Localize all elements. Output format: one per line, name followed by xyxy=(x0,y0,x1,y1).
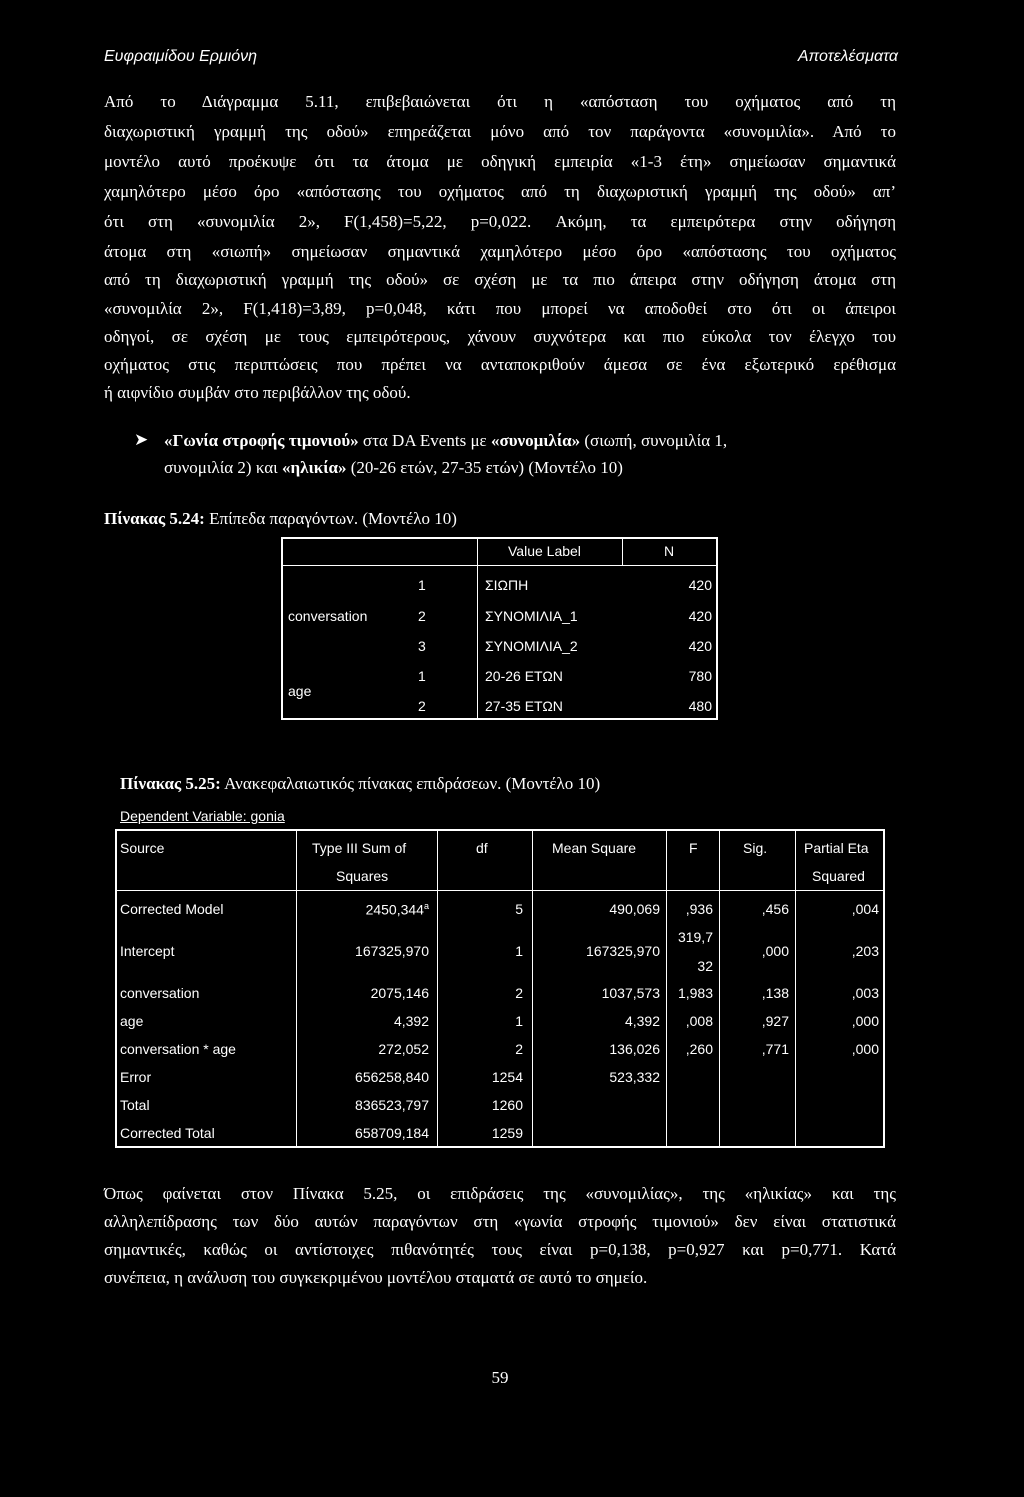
table1-value-label: ΣΙΩΠΗ xyxy=(485,577,529,593)
bullet-line-1 xyxy=(164,431,727,451)
table2-f: ,936 xyxy=(685,901,713,917)
bullet-line-2 xyxy=(164,458,623,478)
table2-header-eta-2: Squared xyxy=(812,868,865,884)
paragraph-line: οχήματος στις περιπτώσεις που πρέπει να ανταποκριθούν άμεσα σε ένα εξωτερικό ερέθισμα xyxy=(104,355,896,374)
table2-ms: 490,069 xyxy=(609,901,660,917)
bullet-arrow-icon: ➤ xyxy=(134,430,149,449)
table2-eta: ,004 xyxy=(851,901,879,917)
table2-sig: ,000 xyxy=(761,943,789,959)
table1-level: 1 xyxy=(418,668,426,684)
table2-dependent-variable: Dependent Variable: gonia xyxy=(120,808,285,824)
paragraph-line: Από το Διάγραμμα 5.11, επιβεβαιώνεται ότι η «απόσταση του οχήματος από τη xyxy=(104,92,896,111)
table2-sig: ,927 xyxy=(761,1013,789,1029)
table2-df: 1 xyxy=(515,1013,523,1029)
paragraph-line: σημαντικές, καθώς οι αντίστοιχες πιθανότητές τους είναι p=0,138, p=0,927 και p=0,771. Κατά xyxy=(104,1240,896,1259)
table2-header-sig: Sig. xyxy=(743,840,768,856)
table1-level: 3 xyxy=(418,638,426,654)
table2-f-cont: 32 xyxy=(697,958,713,974)
paragraph-line: από τη διαχωριστική γραμμή της οδού» σε σχέση με τα πιο άπειρα στην οδήγηση άτομα στη xyxy=(104,270,896,289)
table2-eta: ,203 xyxy=(851,943,879,959)
table2-df: 1260 xyxy=(491,1097,523,1113)
table2-df: 1259 xyxy=(491,1125,523,1141)
bullet-text: (σιωπή, συνομιλία 1, xyxy=(580,431,728,450)
table2-caption-label: Πίνακας 5.25: xyxy=(120,774,221,793)
table1-factor-age: age xyxy=(288,683,312,699)
page-number: 59 xyxy=(491,1368,509,1387)
table2-divider xyxy=(437,829,438,1148)
table1-level: 2 xyxy=(418,608,426,624)
paragraph-line: μοντέλο αυτό προέκυψε ότι τα άτομα με οδηγική εμπειρία «1-3 έτη» σημείωσαν σημαντικά xyxy=(104,152,896,171)
table1-n: 420 xyxy=(688,577,712,593)
table2-df: 5 xyxy=(515,901,523,917)
table2-source: Corrected Total xyxy=(120,1125,215,1141)
table1-value-label: ΣΥΝΟΜΙΛΙΑ_1 xyxy=(485,608,578,624)
table1-n: 420 xyxy=(688,638,712,654)
table2-sig: ,771 xyxy=(761,1041,789,1057)
table1-n: 420 xyxy=(688,608,712,624)
paragraph-line: ή αιφνίδιο συμβάν στο περιβάλλον της οδού. xyxy=(104,383,411,402)
table2-eta: ,000 xyxy=(851,1041,879,1057)
table2-ms: 1037,573 xyxy=(601,985,660,1001)
table2-header-f: F xyxy=(689,840,698,856)
table1-level: 2 xyxy=(418,698,426,714)
table2-source: conversation * age xyxy=(120,1041,236,1057)
table2-header-ms: Mean Square xyxy=(552,840,637,856)
table2-ms: 523,332 xyxy=(609,1069,660,1085)
table2-caption xyxy=(120,774,600,794)
table2-ss: 836523,797 xyxy=(355,1097,429,1113)
table2-divider xyxy=(666,829,667,1148)
table1-value-label: ΣΥΝΟΜΙΛΙΑ_2 xyxy=(485,638,578,654)
paragraph-line: χαμηλότερο μέσο όρο «απόστασης του οχήματος από τη διαχωριστική γραμμή της οδού» απ’ xyxy=(104,182,896,201)
table1-caption-label: Πίνακας 5.24: xyxy=(104,509,205,528)
table2-df: 2 xyxy=(515,1041,523,1057)
table2-divider xyxy=(296,829,297,1148)
bullet-text: στα DA Events με xyxy=(358,431,491,450)
table2-source: Corrected Model xyxy=(120,901,224,917)
table2-sig: ,456 xyxy=(761,901,789,917)
table2-header-source: Source xyxy=(120,840,165,856)
bullet-text: (20-26 ετών, 27-35 ετών) (Μοντέλο 10) xyxy=(346,458,623,477)
header-author: Ευφραιμίδου Ερμιόνη xyxy=(104,48,258,65)
table2-eta: ,000 xyxy=(851,1013,879,1029)
paragraph-line: διαχωριστική γραμμή της οδού» επηρεάζεται μόνο από τον παράγοντα «συνομιλία». Από το xyxy=(104,122,896,141)
table1-n: 480 xyxy=(688,698,712,714)
table2-ms: 167325,970 xyxy=(586,943,660,959)
table1-value-label: 27-35 ΕΤΩΝ xyxy=(485,698,563,714)
table2-ss: 2075,146 xyxy=(370,985,429,1001)
table2-ms: 4,392 xyxy=(624,1013,660,1029)
table1-divider xyxy=(281,565,718,566)
table2-sig: ,138 xyxy=(761,985,789,1001)
table1-header-value-label: Value Label xyxy=(508,543,581,559)
paragraph-line: Όπως φαίνεται στον Πίνακα 5.25, οι επιδράσεις της «συνομιλίας», της «ηλικίας» και της xyxy=(104,1184,896,1203)
header-section: Αποτελέσματα xyxy=(797,48,898,65)
table1-value-label: 20-26 ΕΤΩΝ xyxy=(485,668,563,684)
table2-df: 1254 xyxy=(491,1069,523,1085)
table1-n: 780 xyxy=(688,668,712,684)
table1-header-n: N xyxy=(664,543,675,559)
table2-header-ss-2: Squares xyxy=(336,868,389,884)
table2-source: conversation xyxy=(120,985,200,1001)
table2-caption-text: Ανακεφαλαιωτικός πίνακας επιδράσεων. (Μοντέλο 10) xyxy=(220,774,601,793)
footnote-marker: a xyxy=(423,901,429,911)
bullet-bold: «Γωνία στροφής τιμονιού» xyxy=(164,431,359,450)
table2-ss: 2450,344$^a$ xyxy=(365,901,429,918)
bullet-bold: «συνομιλία» xyxy=(490,431,581,450)
table2-divider xyxy=(719,829,720,1148)
paragraph-line: οδηγοί, σε σχέση με τους εμπειρότερους, χάνουν συχνότερα και πιο εύκολα τον έλεγχο του xyxy=(104,327,896,346)
table2-ss: 167325,970 xyxy=(355,943,429,959)
paragraph-line: αλληλεπίδρασης των δύο αυτών παραγόντων στη «γωνία στροφής τιμονιού» δεν είναι στατιστικά xyxy=(104,1212,896,1231)
bullet-text: συνομιλία 2) και xyxy=(164,458,282,477)
table2-ss: 658709,184 xyxy=(355,1125,429,1141)
table2-df: 1 xyxy=(515,943,523,959)
table2-divider xyxy=(532,829,533,1148)
table1-factor-conversation: conversation xyxy=(288,608,368,624)
table2-ss: 656258,840 xyxy=(355,1069,429,1085)
table1-divider xyxy=(477,537,478,720)
table2-f: 319,7 xyxy=(677,929,713,945)
table2-source: Error xyxy=(120,1069,152,1085)
table2-source: Total xyxy=(120,1097,150,1113)
table2-f: ,260 xyxy=(685,1041,713,1057)
table1-divider xyxy=(622,537,623,565)
table2-f: 1,983 xyxy=(677,985,713,1001)
table2-header-ss: Type III Sum of xyxy=(312,840,407,856)
paragraph-line: «συνομιλία 2», F(1,418)=3,89, p=0,048, κάτι που μπορεί να αποδοθεί στο ότι οι άπειροι xyxy=(104,299,896,318)
paragraph-line: άτομα στη «σιωπή» σημείωσαν σημαντικά χαμηλότερο μέσο όρο «απόστασης του οχήματος xyxy=(104,242,896,261)
paragraph-line: ότι στη «συνομιλία 2», F(1,458)=5,22, p=0,022. Ακόμη, τα εμπειρότερα στην οδήγηση xyxy=(104,212,896,231)
table2-source: Intercept xyxy=(120,943,175,959)
table2-source: age xyxy=(120,1013,144,1029)
table1-caption xyxy=(104,509,457,529)
table2-eta: ,003 xyxy=(851,985,879,1001)
table2-header-df: df xyxy=(476,840,488,856)
table2-divider xyxy=(115,890,885,891)
table2-ss: 272,052 xyxy=(378,1041,429,1057)
table1-level: 1 xyxy=(418,577,426,593)
table2-ss: 4,392 xyxy=(393,1013,429,1029)
table2-header-eta: Partial Eta xyxy=(804,840,869,856)
table1-caption-text: Επίπεδα παραγόντων. (Μοντέλο 10) xyxy=(204,509,457,528)
table2-divider xyxy=(795,829,796,1148)
bullet-bold: «ηλικία» xyxy=(282,458,347,477)
table2-f: ,008 xyxy=(685,1013,713,1029)
paragraph-line: συνέπεια, η ανάλυση του συγκεκριμένου μοντέλου σταματά σε αυτό το σημείο. xyxy=(104,1268,648,1287)
table2-ms: 136,026 xyxy=(609,1041,660,1057)
table2-df: 2 xyxy=(515,985,523,1001)
